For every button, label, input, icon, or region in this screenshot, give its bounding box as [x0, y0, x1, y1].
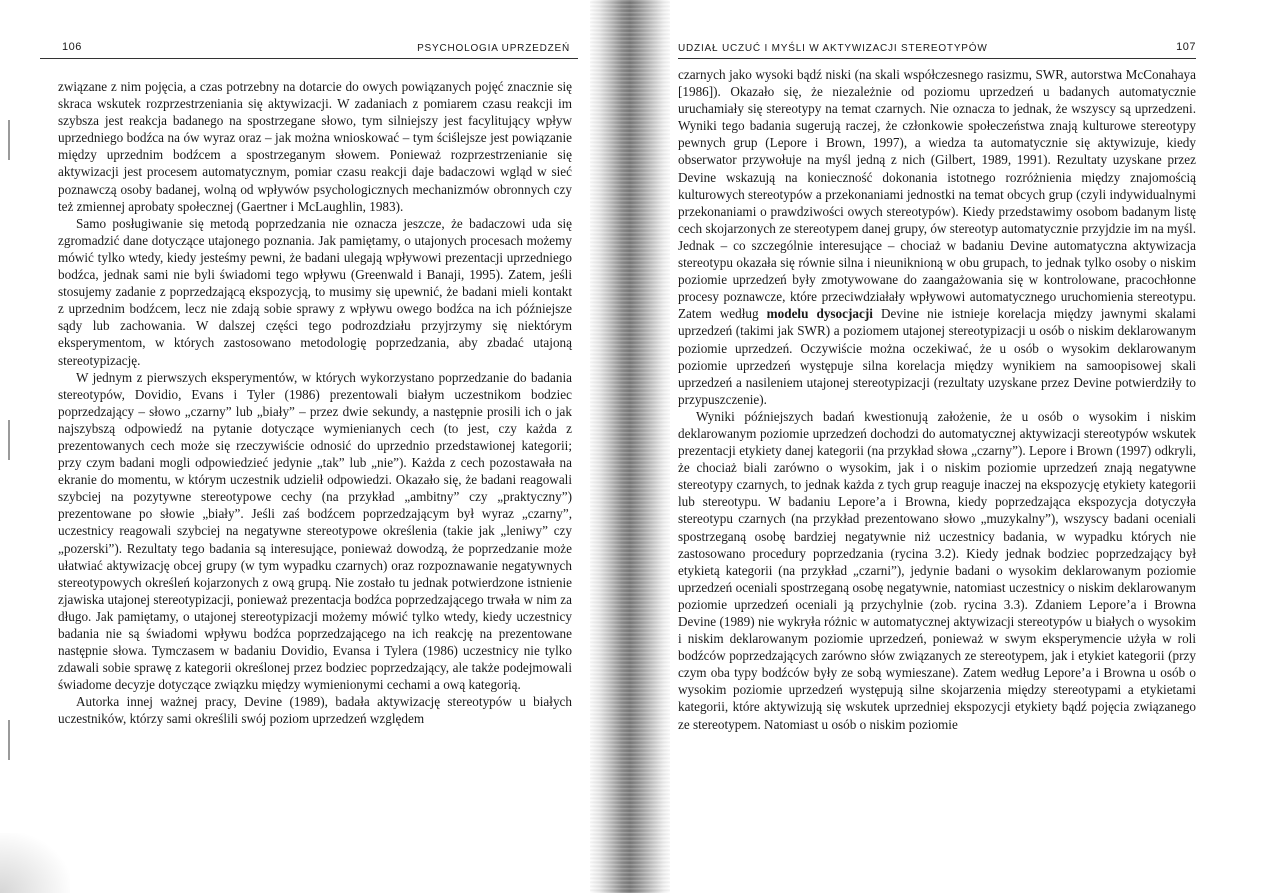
right-page-body: [678, 66, 1196, 733]
page-edge-mark: [8, 120, 10, 160]
page-number: 107: [1176, 41, 1196, 53]
page-edge-mark: [8, 420, 10, 460]
paragraph-text: czarnych jako wysoki bądź niski (na skali współczesnego rasizmu, SWR, autorstwa McConahaya [1986]). Okazało się, że niezależnie od poziomu uprzedzeń u badanych automatycznie uruchamiały się stereotypy na temat czarnych. Nie oznacza to jednak, że wszyscy są uprzedzeni. Wyniki tego badania sugerują raczej, że członkowie społeczeństwa znają kulturowe stereotypy pewnych grup (Lepore i Brown, 1997), a wiedza ta automatycznie się aktywizuje, kiedy obserwator przywołuje na myśl jedną z nich (Gilbert, 1989, 1991). Rezultaty uzyskane przez Devine wskazują na konieczność dokonania istotnego rozróżnienia między znajomością kulturowych stereotypów a przekonaniami jednostki na temat obcych grup (czyli indywidualnymi przekonaniami o prawdziwości owych stereotypów). Kiedy przedstawimy osobom badanym listę cech skojarzonych ze stereotypem danej grupy, ów stereotyp automatycznie przyjdzie im na myśl. Jednak – co szczególnie interesujące – chociaż w badaniu Devine automatyczna aktywizacja stereotypu okazała się równie silna i nieuniknioną w obu grupach, to jednak tylko osoby o niskim poziomie uprzedzeń były zmotywowane do zaangażowania się w kontrolowane, pracochłonne procesy poznawcze, które przeciwdziałały wpływowi automatycznego uruchomienia stereotypu. Zatem według: [678, 67, 1196, 322]
book-spine-gutter: [590, 0, 670, 893]
paragraph: W jednym z pierwszych eksperymentów, w których wykorzystano poprzedzanie do badania stereotypów, Dovidio, Evans i Tyler (1986) prezentowali białym uczestnikom bodziec poprzedzający – słowo „czarny” lub „biały” – przez dwie sekundy, a następnie prosili ich o jak najszybszą odpowiedź na pytanie dotyczące wymienianych cech (to jest, czy każda z prezentowanych cech może się rzeczywiście odnosić do uprzednio przedstawionej kategorii; przy czym badani mogli odpowiedzieć jedynie „tak” lub „nie”). Każda z cech pozostawała na ekranie do momentu, w którym uczestnik udzielił odpowiedzi. Okazało się, że badani reagowali szybciej na pozytywne stereotypowe cechy (na przykład „ambitny” czy „praktyczny”) prezentowane po słowie „biały”. Jeśli zaś bodźcem poprzedzającym był wyraz „czarny”, uczestnicy reagowali szybciej na negatywne stereotypowe określenia (takie jak „leniwy” czy „pozerski”). Rezultaty tego badania są interesujące, ponieważ dowodzą, że poprzedzanie może ułatwiać aktywizację obcej grupy (w tym wypadku czarnych) oraz rozpoznawanie negatywnych stereotypowych określeń kojarzonych z ową grupą. Nie zostało tu jednak potwierdzone istnienie zjawiska utajonej stereotypizacji, ponieważ prezentacja bodźca poprzedzającego trwała w nim za długo. Jak pamiętamy, o utajonej stereotypizacji możemy mówić tylko wtedy, kiedy uczestnicy badania nie są świadomi wpływu bodźca poprzedzającego na ich reakcję na prezentowane następnie słowa. Tymczasem w badaniu Dovidio, Evansa i Tylera (1986) uczestnicy nie tylko zdawali sobie sprawę z kategorii określonej przez bodziec poprzedzający, ale także podejmowali świadome decyzje dotyczące związku między wymienionymi cechami a ową kategorią.: [58, 369, 572, 693]
page-edge-mark: [8, 720, 10, 760]
page-number: 106: [62, 41, 82, 53]
paragraph: Samo posługiwanie się metodą poprzedzania nie oznacza jeszcze, że badaczowi uda się zgromadzić dane dotyczące utajonego poznania. Jak pamiętamy, o utajonych procesach możemy mówić tylko wtedy, kiedy jesteśmy pewni, że badani ulegają wpływowi prezentacji uprzedniego bodźca, jednak sami nie byli świadomi tego wpływu (Greenwald i Banaji, 1995). Zatem, jeśli stosujemy zadanie z poprzedzającą ekspozycją, to musimy się upewnić, że badani mieli kontakt z uprzednim bodźcem, lecz nie zdają sobie sprawy z wpływu owego bodźca na ich późniejsze sądy lub zachowania. W dalszej części tego podrozdziału przyjrzymy się niektórym eksperymentom, w których zastosowano metodologię poprzedzania, aby zbadać utajoną stereotypizację.: [58, 215, 572, 368]
left-page-body: [58, 78, 572, 728]
paragraph: Wyniki późniejszych badań kwestionują założenie, że u osób o wysokim i niskim deklarowanym poziomie uprzedzeń dochodzi do automatycznej aktywizacji stereotypów wskutek prezentacji etykiety danej kategorii (na przykład słowa „czarny”). Lepore i Brown (1997) odkryli, że chociaż biali zarówno o wysokim, jak i o niskim poziomie uprzedzeń znają negatywne stereotypy czarnych, to jednak każda z tych grup reaguje inaczej na ekspozycję etykiety kategorii lub stereotypu. W badaniu Lepore’a i Browna, kiedy poprzedzająca ekspozycja dotyczyła stereotypu czarnych (na przykład prezentowano słowo „muzykalny”), wszyscy badani oceniali spostrzeganą osobę bardziej negatywnie niż uczestnicy badania, w wypadku których nie zastosowano procedury poprzedzania (rycina 3.2). Kiedy jednak bodziec poprzedzający był etykietą kategorii (na przykład „czarni”), jedynie badani o wysokim deklarowanym poziomie uprzedzeń oceniali spostrzeganą osobę negatywnie, natomiast uczestnicy o niskim deklarowanym poziomie uprzedzeń oceniali ją przychylnie (zob. rycina 3.3). Zdaniem Lepore’a i Browna Devine (1989) nie wykryła różnic w automatycznej aktywizacji stereotypów u białych o wysokim i niskim deklarowanym poziomie uprzedzeń, ponieważ w swym eksperymencie użyła w roli bodźców poprzedzających zarówno słów związanych ze stereotypem, jak i etykiet kategorii (przy czym oba typy bodźców były ze sobą wymieszane). Zatem według Lepore’a i Browna u osób o wysokim poziomie uprzedzeń występują silne skojarzenia między stereotypami a etykietami kategorii, które aktywizują się wskutek uprzedniej ekspozycji etykiety bądź pojęcia związanego ze stereotypem. Natomiast u osób o niskim poziomie: [678, 408, 1196, 732]
paragraph-text: Devine nie istnieje korelacja między jawnymi skalami uprzedzeń (takimi jak SWR) a poziomem utajonej stereotypizacji u osób o niskim deklarowanym poziomie uprzedzeń. Oczywiście można oczekiwać, że u osób o wysokim deklarowanym poziomie uprzedzeń występuje silna korelacja między wynikiem na samoopisowej skali uprzedzeń a nasileniem utajonej stereotypizacji (rezultaty uzyskane przez Devine potwierdziły to przypuszczenie).: [678, 306, 1196, 407]
bold-term: modelu dysocjacji: [766, 306, 873, 322]
right-page-header: [678, 36, 1196, 59]
running-head: UDZIAŁ UCZUĆ I MYŚLI W AKTYWIZACJI STEREOTYPÓW: [678, 43, 988, 54]
paragraph: [678, 66, 1196, 408]
scan-shadow: [0, 833, 70, 893]
left-page-header: [40, 36, 578, 59]
paragraph: związane z nim pojęcia, a czas potrzebny na dotarcie do owych powiązanych pojęć znacznie się skraca wskutek rozprzestrzeniania się aktywizacji. W zadaniach z pomiarem czasu reakcji im szybsza jest reakcja badanego na spostrzegane słowo, tym silniejszy jest facylitujący wpływ uprzedniego bodźca na ów wyraz oraz – jak można wnioskować – tym ściślejsze jest powiązanie między uprzednim bodźcem a spostrzeganym słowem. Ponieważ rozprzestrzenianie się aktywizacji jest procesem automatycznym, pomiar czasu reakcji daje badaczowi wgląd w sieć poznawczą osoby badanej, wolną od wpływów psychologicznych mechanizmów obronnych czy też zmiennej aprobaty społecznej (Gaertner i McLaughlin, 1983).: [58, 79, 572, 214]
running-head: PSYCHOLOGIA UPRZEDZEŃ: [417, 43, 570, 54]
paragraph: Autorka innej ważnej pracy, Devine (1989), badała aktywizację stereotypów u białych uczestników, którzy sami określili swój poziom uprzedzeń względem: [58, 694, 572, 727]
